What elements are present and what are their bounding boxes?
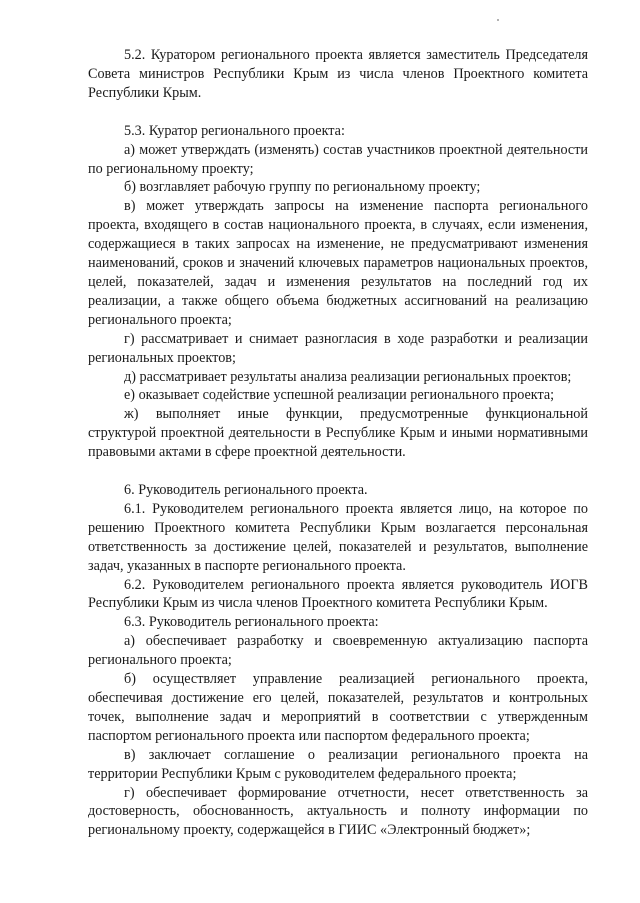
paragraph-6-3-v: в) заключает соглашение о реализации регионального проекта на территории Республики Крым с руководителем федерального проекта; xyxy=(88,746,588,782)
paragraph-6-3-g: г) обеспечивает формирование отчетности, несет ответственность за достоверность, обоснованность, актуальность и полноту информации по региональному проекту, содержащейся в ГИИС «Электронный бюджет»; xyxy=(88,784,588,839)
paragraph-5-2: 5.2. Куратором регионального проекта является заместитель Председателя Совета министров Республики Крым из числа членов Проектного комитета Республики Крым. xyxy=(88,47,588,101)
paragraph-6-3-heading: 6.3. Руководитель регионального проекта: xyxy=(124,614,379,631)
paragraph-5-3-d: д) рассматривает результаты анализа реализации региональных проектов; xyxy=(124,368,572,385)
paragraph-5-3-a: а) может утверждать (изменять) состав участников проектной деятельности по региональному проекту; xyxy=(88,141,588,177)
paragraph-5-3-g: г) рассматривает и снимает разногласия в ходе разработки и реализации региональных проектов; xyxy=(88,330,588,366)
paragraph-5-3-v: в) может утверждать запросы на изменение паспорта регионального проекта, входящего в состав национального проекта, в случаях, если изменения, содержащиеся в таких запросах на изменение, не предусматривают изменения наименований, сроков и значений ключевых параметров национальных проектов, целей, показателей, задач и изменения результатов на последний год их реализации, а также общего объема бюджетных ассигнований на реализацию регионального проекта; xyxy=(88,198,588,328)
paragraph-6-1: 6.1. Руководителем регионального проекта является лицо, на которое по решению Проектного комитета Республики Крым возлагается персональная ответственность за достижение целей, показателей и результатов, выполнение задач, указанных в паспорте регионального проекта. xyxy=(88,500,588,574)
paragraph-6-heading: 6. Руководитель регионального проекта. xyxy=(124,482,368,499)
paragraph-spacer xyxy=(88,103,588,122)
document-body xyxy=(88,46,588,840)
paragraph-5-3-zh: ж) выполняет иные функции, предусмотренные функциональной структурой проектной деятельности в Республике Крым и иными нормативными правовыми актами в сфере проектной деятельности. xyxy=(88,406,588,461)
paragraph-6-2: 6.2. Руководителем регионального проекта является руководитель ИОГВ Республики Крым из числа членов Проектного комитета Республики Крым. xyxy=(88,576,588,612)
paragraph-6-3-a: а) обеспечивает разработку и своевременную актуализацию паспорта регионального проекта; xyxy=(88,633,588,669)
paragraph-5-3-heading: 5.3. Куратор регионального проекта: xyxy=(124,122,345,139)
paragraph-spacer xyxy=(88,462,588,481)
paragraph-6-3-b: б) осуществляет управление реализацией регионального проекта, обеспечивая достижение его целей, показателей, результатов и контрольных точек, выполнение задач и мероприятий в соответствии с утвержденным паспортом регионального проекта или паспортом федерального проекта; xyxy=(88,671,588,744)
scan-speck xyxy=(497,19,499,21)
paragraph-5-3-b: б) возглавляет рабочую группу по региональному проекту; xyxy=(124,179,481,196)
paragraph-5-3-e: е) оказывает содействие успешной реализации регионального проекта; xyxy=(124,387,555,404)
